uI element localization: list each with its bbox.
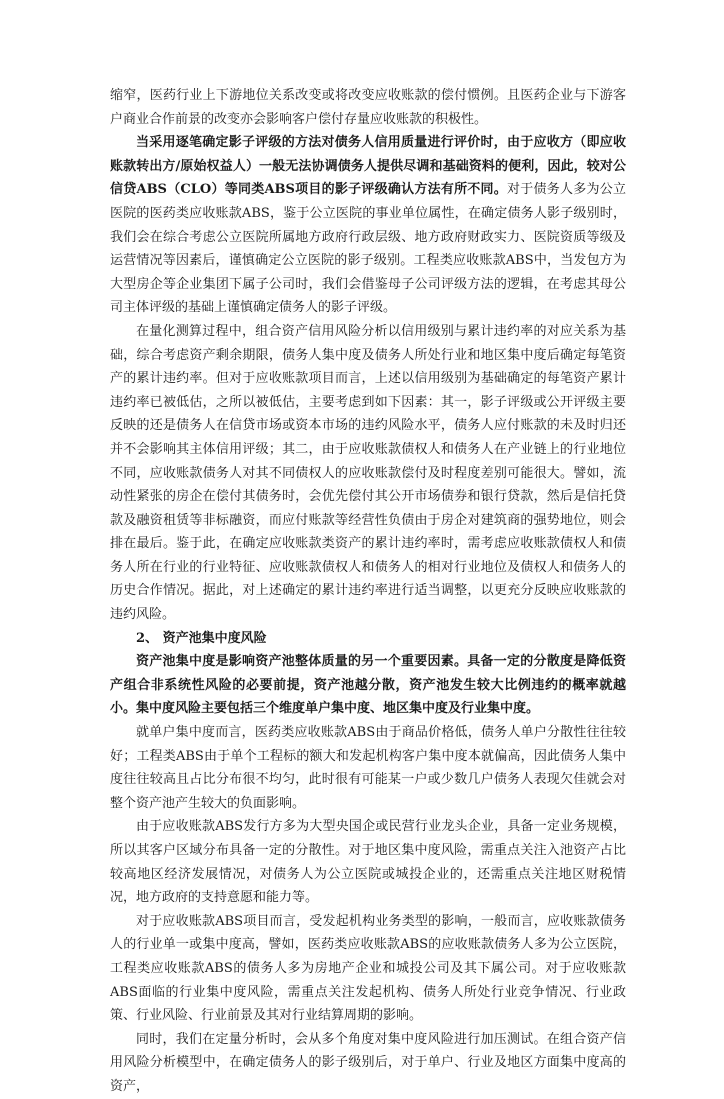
paragraph-stress-test: 同时，我们在定量分析时，会从多个角度对集中度风险进行加压测试。在组合资产信用风险分析模型中，在确定债务人的影子级别后，对于单户、行业及地区方面集中度高的资产，	[110, 1031, 626, 1094]
paragraph-concentration-intro: 资产池集中度是影响资产池整体质量的另一个重要因素。具备一定的分散度是降低资产组合非系统性风险的必要前提，资产池越分散，资产池发生较大比例违约的概率就越小。集中度风险主要包括三个维度单户集中度、地区集中度及行业集中度。	[110, 654, 626, 717]
paragraph-regional: 由于应收账款ABS发行方多为大型央国企或民营行业龙头企业，具备一定业务规模，所以其客户区域分布具备一定的分散性。对于地区集中度风险，需重点关注入池资产占比较高地区经济发展情况，对债务人为公立医院或城投企业的，还需重点关注地区财税情况，地方政府的支持意愿和能力等。	[110, 819, 626, 906]
paragraph-continuation: 缩窄，医药行业上下游地位关系改变或将改变应收账款的偿付惯例。且医药企业与下游客户商业合作前景的改变亦会影响客户偿付存量应收账款的积极性。	[110, 88, 626, 127]
paragraph-quantitative: 在量化测算过程中，组合资产信用风险分析以信用级别与累计违约率的对应关系为基础，综合考虑资产剩余期限，债务人集中度及债务人所处行业和地区集中度后确定每笔资产的累计违约率。但对于应收账款项目而言，上述以信用级别为基础确定的每笔资产累计违约率已被低估，之所以被低估，主要考虑到如下因素：其一，影子评级或公开评级主要反映的还是债务人在信贷市场或资本市场的违约风险水平，债务人应付账款的未及时归还并不会影响其主体信用评级；其二，由于应收账款债权人和债务人在产业链上的行业地位不同，应收账款债务人对其不同债权人的应收账款偿付及时程度差别可能很大。譬如，流动性紧张的房企在偿付其债务时，会优先偿付其公开市场债券和银行贷款，然后是信托贷款及融资租赁等非标融资，而应付账款等经营性负债由于房企对建筑商的强势地位，则会排在最后。鉴于此，在确定应收账款类资产的累计违约率时，需考虑应收账款债权人和债务人所在行业的行业特征、应收账款债权人和债务人的相对行业地位及债权人和债务人的历史合作情况。据此，对上述确定的累计违约率进行适当调整，以更充分反映应收账款的违约风险。	[110, 323, 626, 623]
paragraph-body: 对于债务人多为公立医院的医药类应收账款ABS，鉴于公立医院的事业单位属性，在确定债务人影子级别时，我们会在综合考虑公立医院所属地方政府行政层级、地方政府财政实力、医院资质等级及运营情况等因素后，谨慎确定公立医院的影子级别。工程类应收账款ABS中，当发包方为大型房企等企业集团下属子公司时，我们会借鉴母子公司评级方法的逻辑，在考虑其母公司主体评级的基础上谨慎确定债务人的影子评级。	[110, 182, 626, 316]
section-heading: 2、 资产池集中度风险	[136, 630, 267, 646]
paragraph-single-obligor: 就单户集中度而言，医药类应收账款ABS由于商品价格低，债务人单户分散性往往较好；工程类ABS由于单个工程标的额大和发起机构客户集中度本就偏高，因此债务人集中度往往较高且占比分布很不均匀，此时很有可能某一户或少数几户债务人表现欠佳就会对整个资产池产生较大的负面影响。	[110, 725, 626, 811]
paragraph-industry: 对于应收账款ABS项目而言，受发起机构业务类型的影响，一般而言，应收账款债务人的行业单一或集中度高，譬如，医药类应收账款ABS的应收账款债务人多为公立医院，工程类应收账款ABS的债务人多为房地产企业和城投公司及其下属公司。对于应收账款ABS面临的行业集中度风险，需重点关注发起机构、债务人所处行业竞争情况、行业政策、行业风险、行业前景及其对行业结算周期的影响。	[110, 913, 626, 1024]
bold-lead-sentence: 当采用逐笔确定影子评级的方法对债务人信用质量进行评价时，由于应收方（即应收账款转出方/原始权益人）一般无法协调债务人提供尽调和基础资料的便利，因此，较对公信贷ABS（CLO）等同类ABS项目的影子评级确认方法有所不同。	[110, 135, 626, 198]
document-page	[110, 84, 626, 1099]
paragraph-shadow-rating	[110, 131, 626, 320]
